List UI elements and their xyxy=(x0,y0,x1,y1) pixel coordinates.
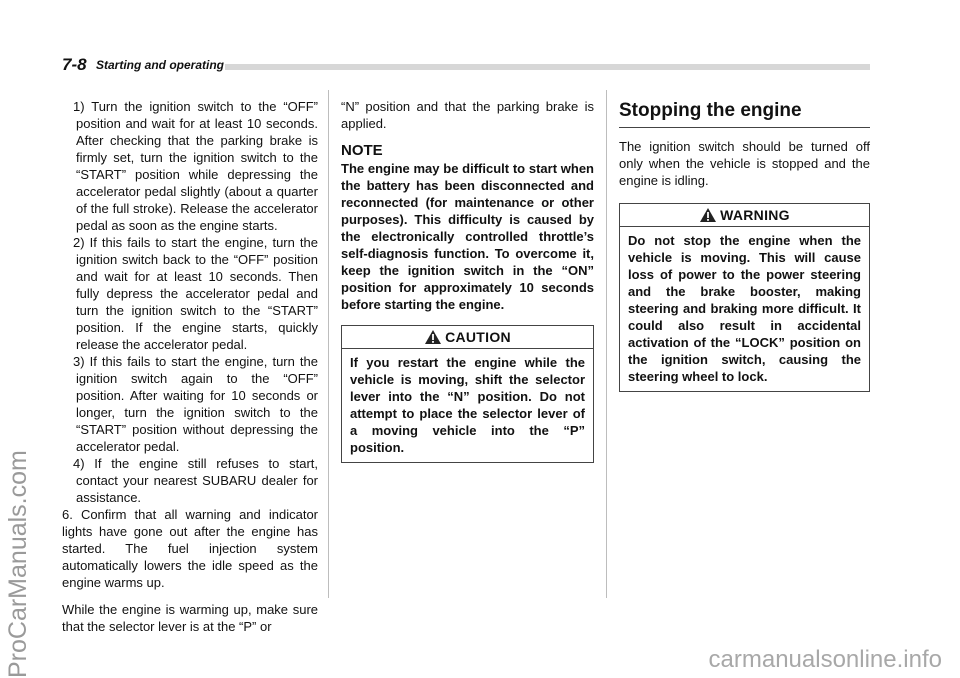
note-text: The engine may be difficult to start when the battery has been disconnected and reconnected (for maintenance or other purposes). This difficulty is caused by the electronically controlled throttle’s self-diagnosis function. To overcome it, keep the ignition switch in the “ON” position for approximately 10 seconds before starting the engine. xyxy=(341,161,594,312)
column-divider-1 xyxy=(328,90,329,598)
item-6: 6. Confirm that all warning and indicator lights have gone out after the engine has started. The fuel injection system automatically lowers the idle speed as the engine warms up. xyxy=(62,507,318,590)
caution-box xyxy=(341,325,594,463)
warning-triangle-icon xyxy=(424,329,442,345)
warning-text: Do not stop the engine when the vehicle is moving. This will cause loss of power to the power steering and the brake booster, making steering and braking more difficult. It could also result in accidental activation of the “LOCK” position on the ignition switch, causing the steering wheel to lock. xyxy=(628,233,861,384)
continuation-paragraph: “N” position and that the parking brake is applied. xyxy=(341,99,594,131)
warning-box xyxy=(619,203,870,392)
warmup-paragraph: While the engine is warming up, make sure that the selector lever is at the “P” or xyxy=(62,602,318,634)
step-2: 2) If this fails to start the engine, turn the ignition switch back to the “OFF” position and wait for at least 10 seconds. Then fully depress the accelerator pedal and turn the ignition switch to the “START” position. If the engine starts, quickly release the accelerator pedal. xyxy=(73,235,318,352)
warning-triangle-icon xyxy=(699,207,717,223)
note-heading: NOTE xyxy=(341,142,383,159)
caution-label: CAUTION xyxy=(445,329,511,345)
column-2 xyxy=(341,98,594,463)
column-divider-2 xyxy=(606,90,607,598)
intro-paragraph: The ignition switch should be turned off only when the vehicle is stopped and the engine is idling. xyxy=(619,139,870,188)
step-4: 4) If the engine still refuses to start, contact your nearest SUBARU dealer for assistance. xyxy=(73,456,318,505)
section-title: Starting and operating xyxy=(96,58,225,72)
warning-label: WARNING xyxy=(720,207,790,223)
header-rule xyxy=(225,64,870,70)
column-1 xyxy=(62,98,318,635)
bottom-watermark: carmanualsonline.info xyxy=(708,646,942,673)
caution-text: If you restart the engine while the vehicle is moving, shift the selector lever into the “N” position. Do not attempt to place the selector lever of a moving vehicle into the “P” position. xyxy=(350,355,585,455)
caution-header xyxy=(342,326,593,349)
warning-header xyxy=(620,204,869,227)
section-heading: Stopping the engine xyxy=(619,99,870,128)
column-3 xyxy=(619,99,870,392)
page-number: 7-8 xyxy=(62,55,87,74)
step-1: 1) Turn the ignition switch to the “OFF” position and wait for at least 10 seconds. After checking that the parking brake is firmly set, turn the ignition switch to the “START” position while depressing the accelerator pedal slightly (about a quarter of the full stroke). Release the accelerator pedal as soon as the engine starts. xyxy=(73,99,318,233)
side-watermark: ProCarManuals.com xyxy=(4,450,32,678)
step-3: 3) If this fails to start the engine, turn the ignition switch again to the “OFF” position. After waiting for 10 seconds or longer, turn the ignition switch to the “START” position without depressing the accelerator pedal. xyxy=(73,354,318,454)
